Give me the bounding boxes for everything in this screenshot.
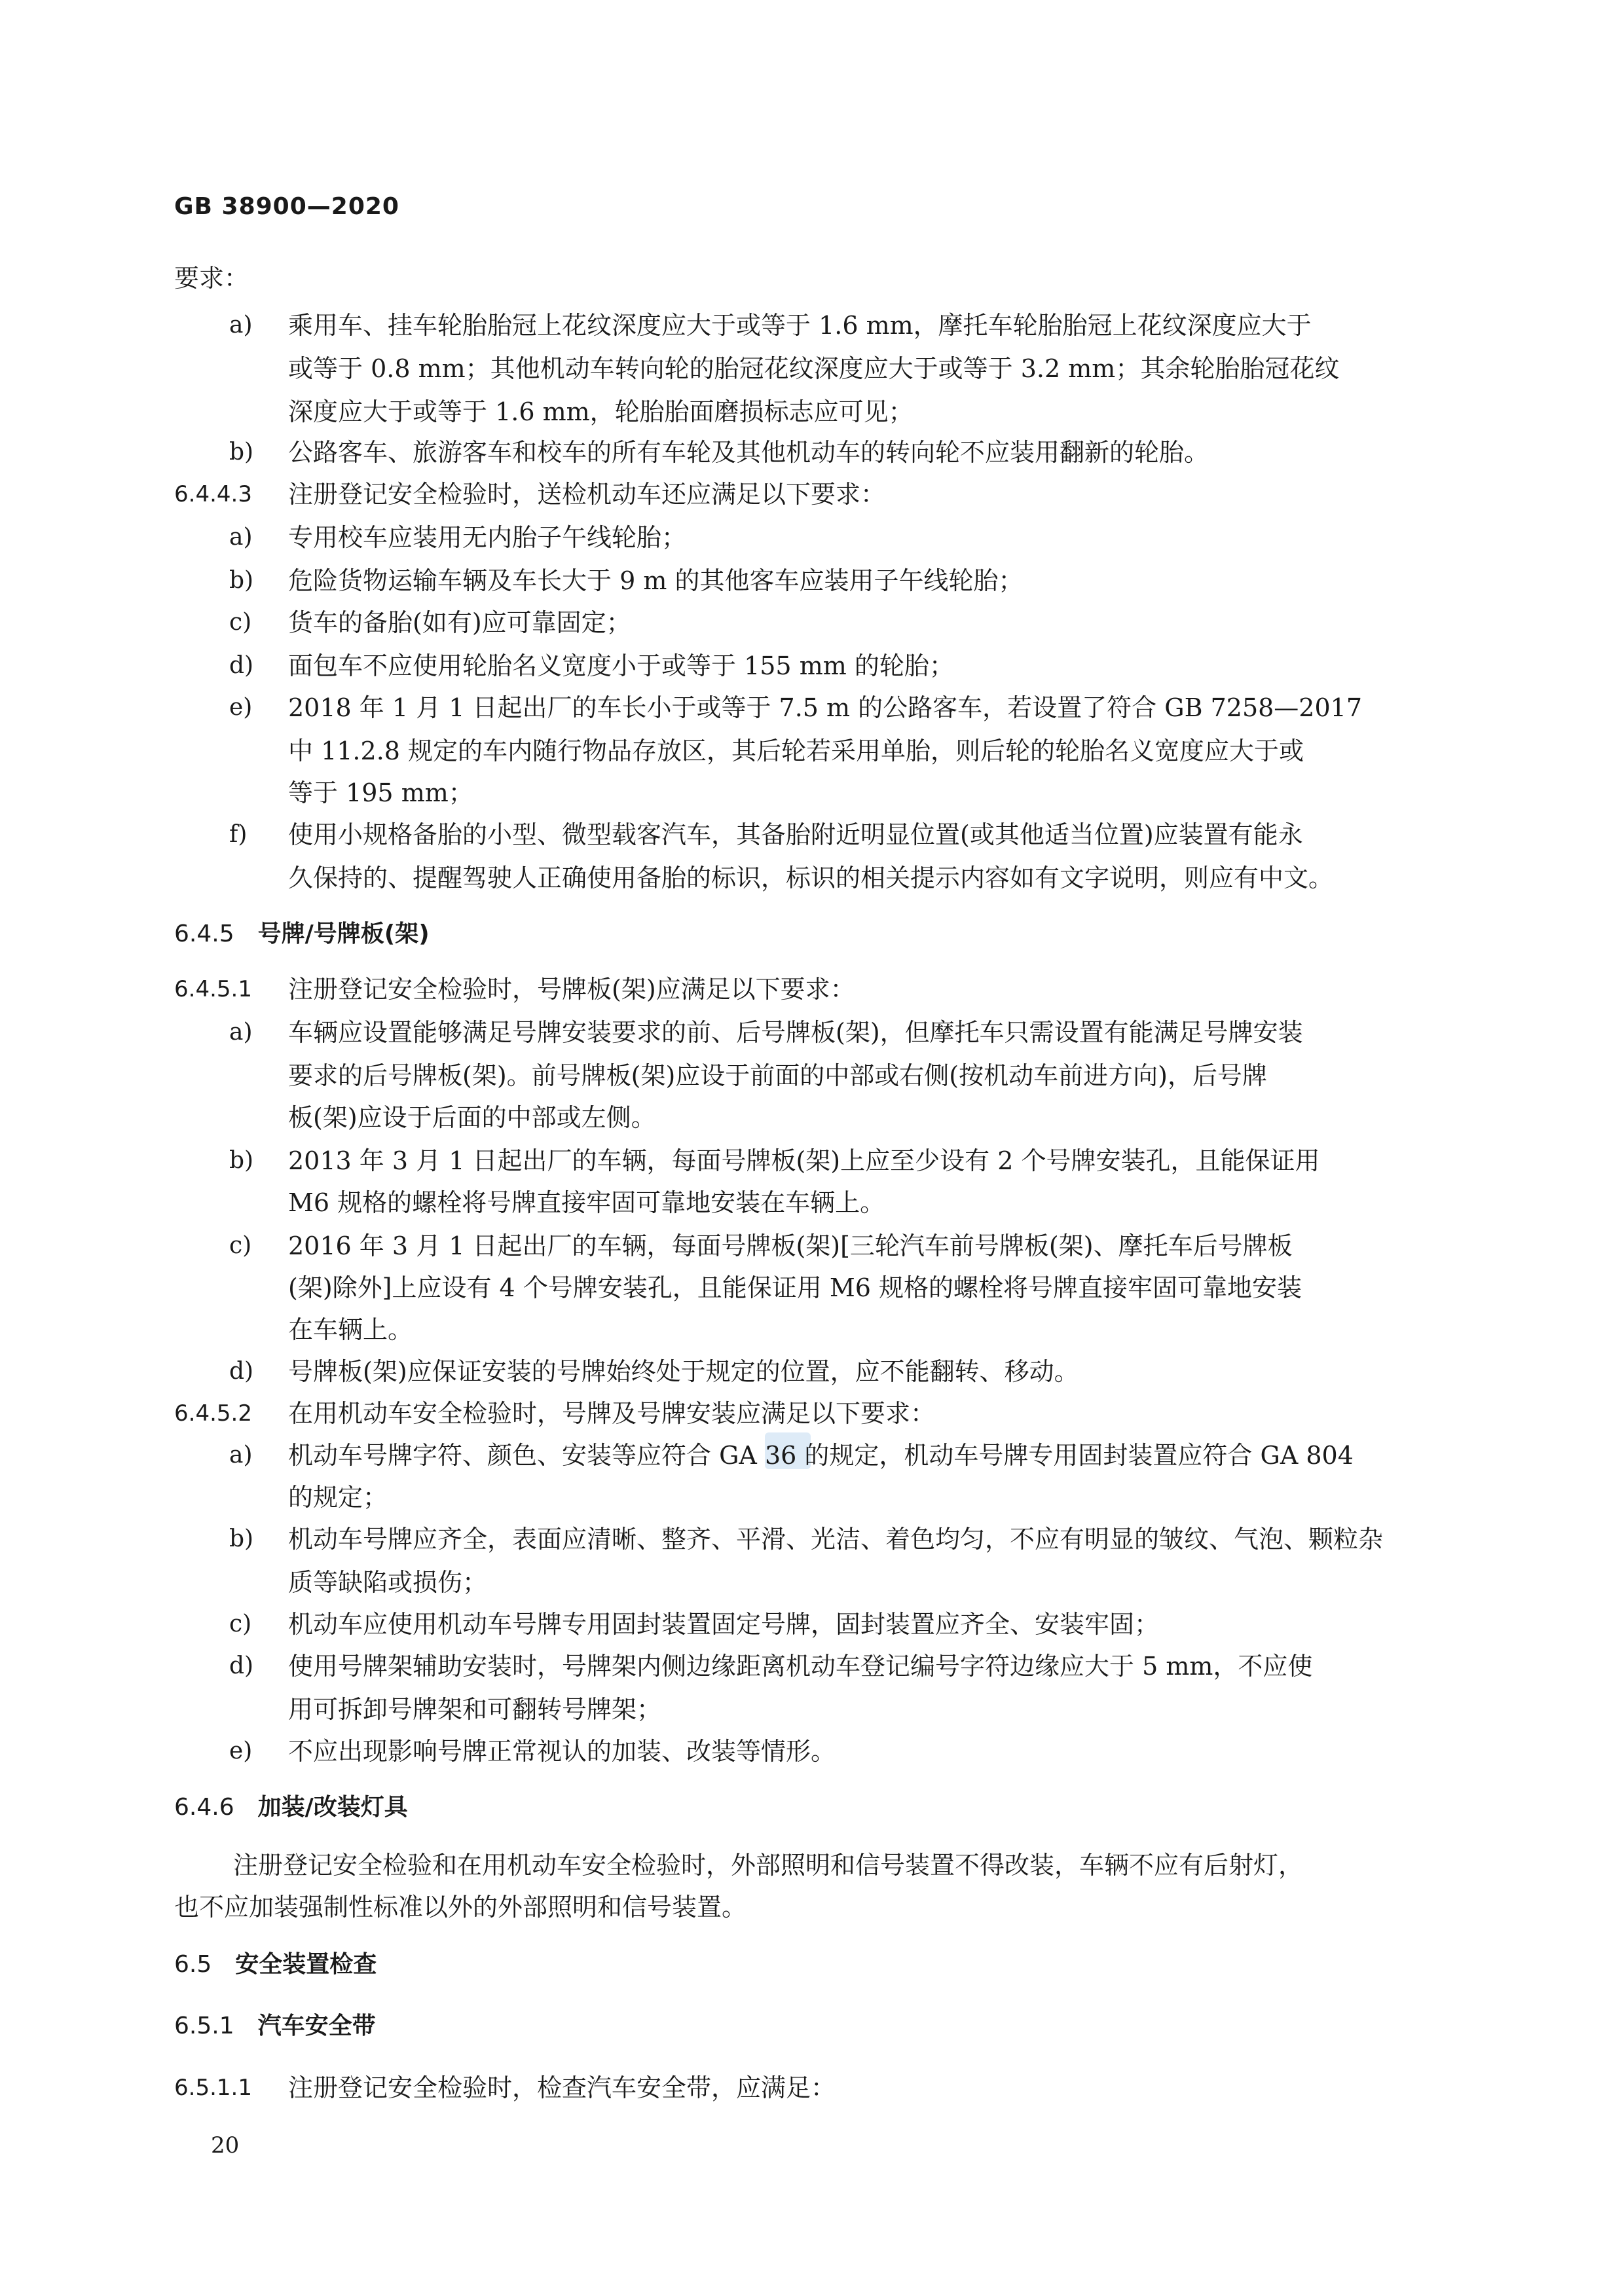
heading-title: 加装/改装灯具 <box>257 1794 408 1821</box>
item-label: b) <box>229 1147 254 1174</box>
s6451-a-line-3: 板(架)应设于后面的中部或左侧。 <box>288 1103 656 1132</box>
standard-id: GB 38900—2020 <box>174 193 399 220</box>
clause-number: 6.4.5.1 <box>174 976 252 1002</box>
s6443-f-line-1: 使用小规格备胎的小型、微型载客汽车，其备胎附近明显位置(或其他适当位置)应装置有能永 <box>288 820 1303 849</box>
s6452-d-line-2: 用可拆卸号牌架和可翻转号牌架； <box>288 1695 662 1724</box>
heading-number: 6.5.1 <box>174 2013 234 2039</box>
s6451-c-line-2: (架)除外]上应设有 4 个号牌安装孔，且能保证用 M6 规格的螺栓将号牌直接牢固可靠地安装 <box>288 1273 1302 1302</box>
s6452-c-text: 机动车应使用机动车号牌专用固封装置固定号牌，固封装置应齐全、安装牢固； <box>288 1610 1160 1639</box>
item-label: c) <box>229 609 252 636</box>
item-label: a) <box>229 1442 253 1468</box>
tyre-a-line-3: 深度应大于或等于 1.6 mm，轮胎胎面磨损标志应可见； <box>288 397 913 426</box>
clause-text: 注册登记安全检验时，号牌板(架)应满足以下要求： <box>288 975 855 1004</box>
s6451-a-line-1: 车辆应设置能够满足号牌安装要求的前、后号牌板(架)，但摩托车只需设置有能满足号牌安装 <box>288 1018 1303 1047</box>
s6443-e-line-2: 中 11.2.8 规定的车内随行物品存放区，其后轮若采用单胎，则后轮的轮胎名义宽度应大于或 <box>288 737 1304 765</box>
tyre-b-text: 公路客车、旅游客车和校车的所有车轮及其他机动车的转向轮不应装用翻新的轮胎。 <box>288 438 1209 467</box>
item-label: b) <box>229 567 254 594</box>
s6451-d-text: 号牌板(架)应保证安装的号牌始终处于规定的位置，应不能翻转、移动。 <box>288 1357 1079 1386</box>
tyre-a-line-2: 或等于 0.8 mm；其他机动车转向轮的胎冠花纹深度应大于或等于 3.2 mm；其余轮胎胎冠花纹 <box>288 354 1340 383</box>
s6443-d-text: 面包车不应使用轮胎名义宽度小于或等于 155 mm 的轮胎； <box>288 651 954 680</box>
tyre-a-line-1: 乘用车、挂车轮胎胎冠上花纹深度应大于或等于 1.6 mm，摩托车轮胎胎冠上花纹深度应大于 <box>288 311 1312 340</box>
heading-title: 汽车安全带 <box>257 2013 376 2039</box>
s6443-e-line-3: 等于 195 mm； <box>288 778 473 807</box>
item-label: c) <box>229 1611 252 1637</box>
section-heading-6-5 <box>174 1948 377 1981</box>
item-label: d) <box>229 1652 254 1679</box>
s6452-a-line-1: 机动车号牌字符、颜色、安装等应符合 GA 36 的规定，机动车号牌专用固封装置应符合 GA 804 <box>288 1441 1354 1470</box>
s6443-a-text: 专用校车应装用无内胎子午线轮胎； <box>288 523 687 552</box>
heading-title: 安全装置检查 <box>235 1951 377 1978</box>
item-label: e) <box>229 694 253 721</box>
item-label: c) <box>229 1232 252 1259</box>
s6451-b-line-2: M6 规格的螺栓将号牌直接牢固可靠地安装在车辆上。 <box>288 1188 885 1217</box>
heading-number: 6.4.6 <box>174 1794 234 1821</box>
s6452-b-line-2: 质等缺陷或损伤； <box>288 1568 488 1597</box>
page-number: 20 <box>211 2132 240 2159</box>
section-heading-6-4-5 <box>174 918 430 951</box>
item-label: a) <box>229 524 253 551</box>
clause-number: 6.4.5.2 <box>174 1400 252 1427</box>
item-label: d) <box>229 1358 254 1385</box>
clause-text: 在用机动车安全检验时，号牌及号牌安装应满足以下要求： <box>288 1399 936 1428</box>
item-label: f) <box>229 821 248 848</box>
s6443-b-text: 危险货物运输车辆及车长大于 9 m 的其他客车应装用子午线轮胎； <box>288 566 1024 595</box>
s6451-a-line-2: 要求的后号牌板(架)。前号牌板(架)应设于前面的中部或右侧(按机动车前进方向)，后号牌 <box>288 1061 1267 1090</box>
intro-text: 要求： <box>174 264 249 293</box>
section-heading-6-5-1 <box>174 2010 376 2043</box>
item-label: b) <box>229 1525 254 1552</box>
item-label: b) <box>229 439 254 465</box>
s6443-e-line-1: 2018 年 1 月 1 日起出厂的车长小于或等于 7.5 m 的公路客车，若设置了符合 GB 7258—2017 <box>288 693 1363 722</box>
s6451-c-line-1: 2016 年 3 月 1 日起出厂的车辆，每面号牌板(架)[三轮汽车前号牌板(架)、摩托车后号牌板 <box>288 1231 1293 1260</box>
heading-number: 6.4.5 <box>174 920 234 947</box>
heading-number: 6.5 <box>174 1951 212 1978</box>
clause-number: 6.4.4.3 <box>174 481 252 507</box>
s6452-a-line-2: 的规定； <box>288 1483 388 1512</box>
heading-title: 号牌/号牌板(架) <box>257 920 430 947</box>
s6443-c-text: 货车的备胎(如有)应可靠固定； <box>288 608 631 637</box>
s6451-c-line-3: 在车辆上。 <box>288 1315 413 1344</box>
item-label: a) <box>229 1019 253 1046</box>
s6451-b-line-1: 2013 年 3 月 1 日起出厂的车辆，每面号牌板(架)上应至少设有 2 个号牌安装孔，且能保证用 <box>288 1146 1320 1175</box>
s6452-b-line-1: 机动车号牌应齐全，表面应清晰、整齐、平滑、光洁、着色均匀，不应有明显的皱纹、气泡、颗粒杂 <box>288 1525 1384 1554</box>
section-heading-6-4-6 <box>174 1791 408 1824</box>
clause-number: 6.5.1.1 <box>174 2075 252 2101</box>
s6452-e-text: 不应出现影响号牌正常视认的加装、改装等情形。 <box>288 1737 836 1766</box>
s6452-d-line-1: 使用号牌架辅助安装时，号牌架内侧边缘距离机动车登记编号字符边缘应大于 5 mm，不应使 <box>288 1652 1313 1681</box>
item-label: a) <box>229 312 253 338</box>
p646-line-1: 注册登记安全检验和在用机动车安全检验时，外部照明和信号装置不得改装，车辆不应有后射灯， <box>233 1851 1304 1880</box>
clause-text: 注册登记安全检验时，检查汽车安全带，应满足： <box>288 2073 836 2102</box>
item-label: e) <box>229 1738 253 1764</box>
item-label: d) <box>229 652 254 679</box>
p646-line-2: 也不应加装强制性标准以外的外部照明和信号装置。 <box>174 1893 747 1922</box>
clause-text: 注册登记安全检验时，送检机动车还应满足以下要求： <box>288 480 886 509</box>
s6443-f-line-2: 久保持的、提醒驾驶人正确使用备胎的标识，标识的相关提示内容如有文字说明，则应有中文。 <box>288 864 1334 892</box>
